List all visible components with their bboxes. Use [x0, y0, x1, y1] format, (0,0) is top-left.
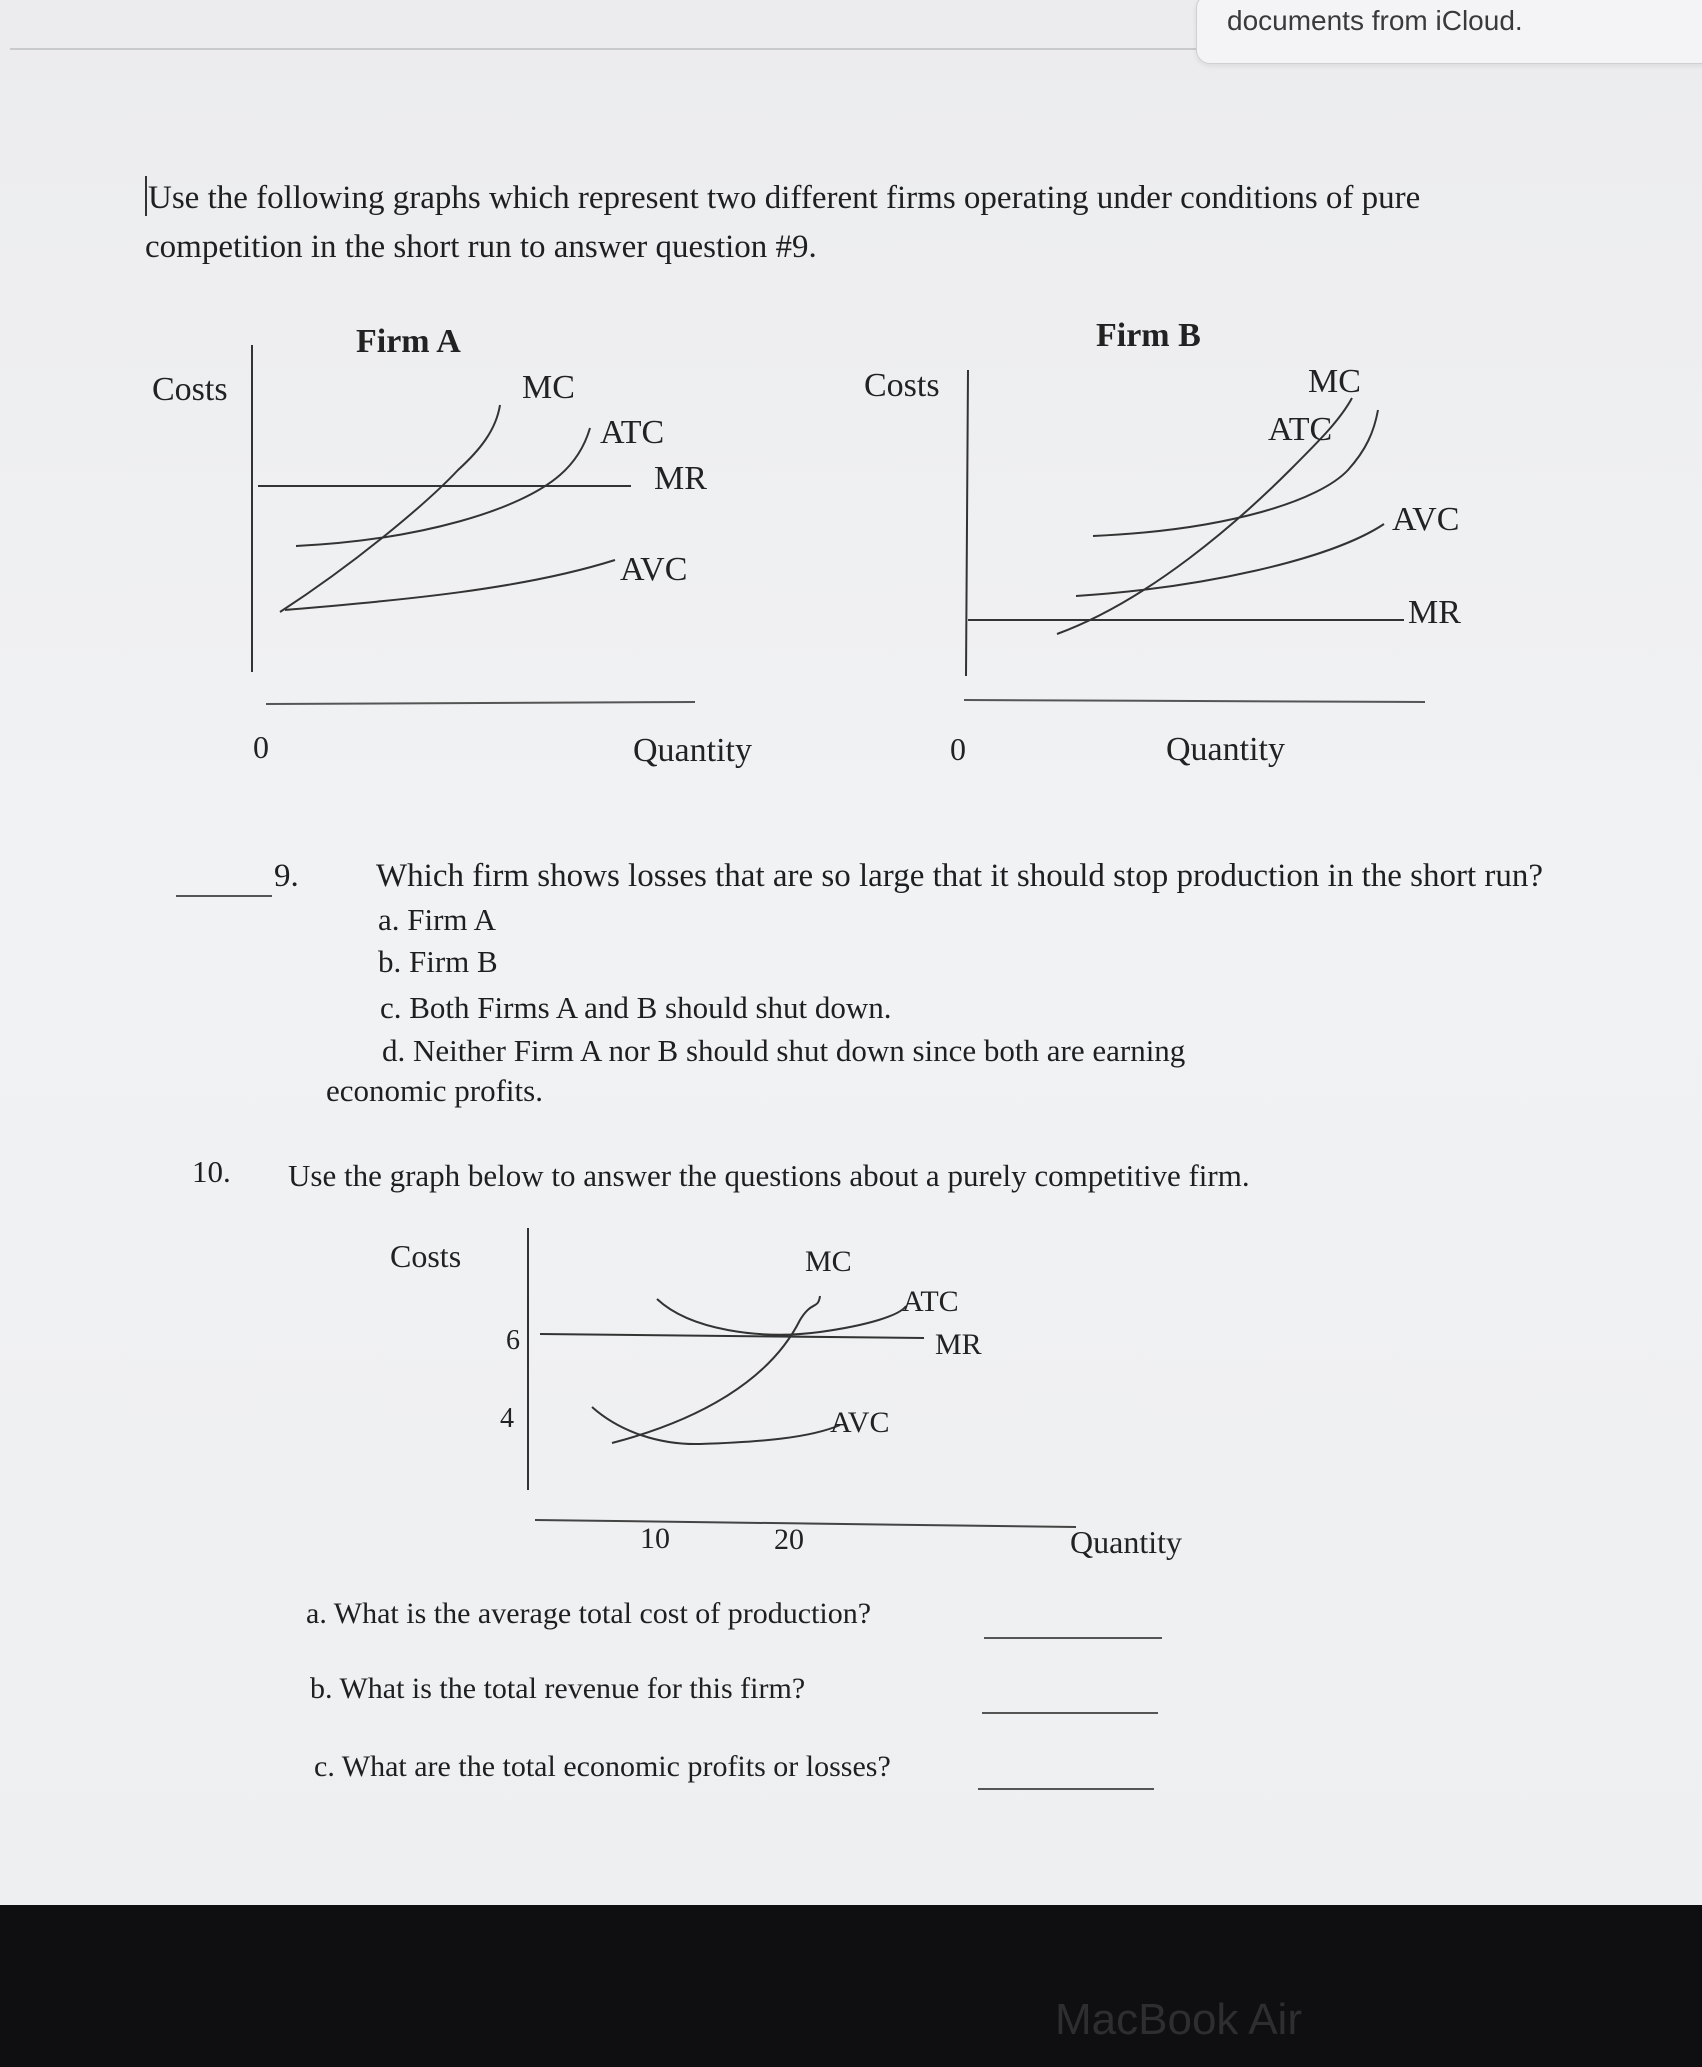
q10-y-tick-6: 6	[506, 1325, 520, 1356]
firm-a-mr-label: MR	[654, 460, 707, 497]
q10b-answer-blank[interactable]	[982, 1712, 1158, 1714]
q9-option-a: a. Firm A	[378, 902, 496, 937]
firm-b-title: Firm B	[1096, 317, 1201, 354]
q9-option-d: d. Neither Firm A nor B should shut down since both are earning	[382, 1033, 1186, 1068]
intro-line-2: competition in the short run to answer question #9.	[145, 229, 817, 265]
firm-a-avc-curve	[285, 560, 615, 610]
q10-x-label: Quantity	[1070, 1524, 1182, 1560]
firm-b-y-axis	[966, 370, 968, 676]
q10-x-tick-20: 20	[774, 1523, 804, 1556]
firm-b-mc-label: MC	[1308, 363, 1361, 400]
q9-answer-blank[interactable]	[176, 895, 272, 897]
firm-a-y-label: Costs	[152, 371, 228, 408]
firm-b-y-label: Costs	[864, 367, 940, 404]
q9-text: Which firm shows losses that are so large that it should stop production in the short run?	[376, 858, 1544, 894]
q9-option-d-cont: economic profits.	[326, 1073, 543, 1108]
firm-a-avc-label: AVC	[620, 551, 688, 588]
bezel-brand: MacBook Air	[1055, 1995, 1302, 2044]
laptop-bezel	[0, 1905, 1702, 2067]
notification-text: documents from iCloud.	[1227, 5, 1523, 36]
q10-y-tick-4: 4	[500, 1403, 514, 1434]
q10-mc-curve	[612, 1296, 820, 1443]
q10-x-axis	[535, 1520, 1076, 1527]
firm-b-atc-label: ATC	[1268, 411, 1333, 448]
q10-atc-curve	[657, 1299, 906, 1335]
q10b-text: b. What is the total revenue for this firm?	[310, 1672, 806, 1705]
q10a-text: a. What is the average total cost of production?	[306, 1597, 872, 1630]
q10a-answer-blank[interactable]	[984, 1637, 1162, 1639]
firm-a-mc-curve	[280, 405, 500, 612]
q10-number: 10.	[192, 1154, 231, 1189]
firm-a-x-axis	[266, 702, 695, 704]
q10-mr-line	[540, 1334, 924, 1338]
q10c-text: c. What are the total economic profits or losses?	[314, 1750, 891, 1783]
firm-b-mr-label: MR	[1408, 594, 1461, 631]
q9-number: 9.	[274, 858, 299, 894]
firm-a-title: Firm A	[356, 323, 461, 360]
firm-a-mc-label: MC	[522, 369, 575, 406]
q10-avc-label: AVC	[830, 1406, 890, 1439]
q10-y-label: Costs	[390, 1238, 462, 1274]
q10-graph	[390, 1228, 1182, 1560]
firm-a-origin: 0	[253, 729, 269, 765]
firm-a-atc-label: ATC	[600, 414, 665, 451]
q9-option-b: b. Firm B	[378, 944, 498, 979]
firm-b-avc-label: AVC	[1392, 501, 1460, 538]
firm-a-x-label: Quantity	[633, 732, 752, 769]
firm-b-graph	[864, 317, 1461, 768]
intro-line-1: Use the following graphs which represent two different firms operating under conditions of pure	[148, 180, 1421, 216]
firm-b-x-axis	[964, 700, 1425, 702]
q10-mr-label: MR	[935, 1328, 982, 1361]
firm-b-atc-curve	[1093, 410, 1378, 536]
q9-option-c: c. Both Firms A and B should shut down.	[380, 990, 892, 1025]
firm-b-x-label: Quantity	[1166, 731, 1285, 768]
q10c-answer-blank[interactable]	[978, 1788, 1154, 1790]
q10-text: Use the graph below to answer the questions about a purely competitive firm.	[288, 1158, 1250, 1193]
firm-a-graph	[152, 323, 752, 769]
q10-mc-label: MC	[805, 1245, 852, 1278]
firm-b-origin: 0	[950, 731, 966, 767]
q10-x-tick-10: 10	[640, 1522, 670, 1555]
q10-atc-label: ATC	[902, 1285, 959, 1318]
